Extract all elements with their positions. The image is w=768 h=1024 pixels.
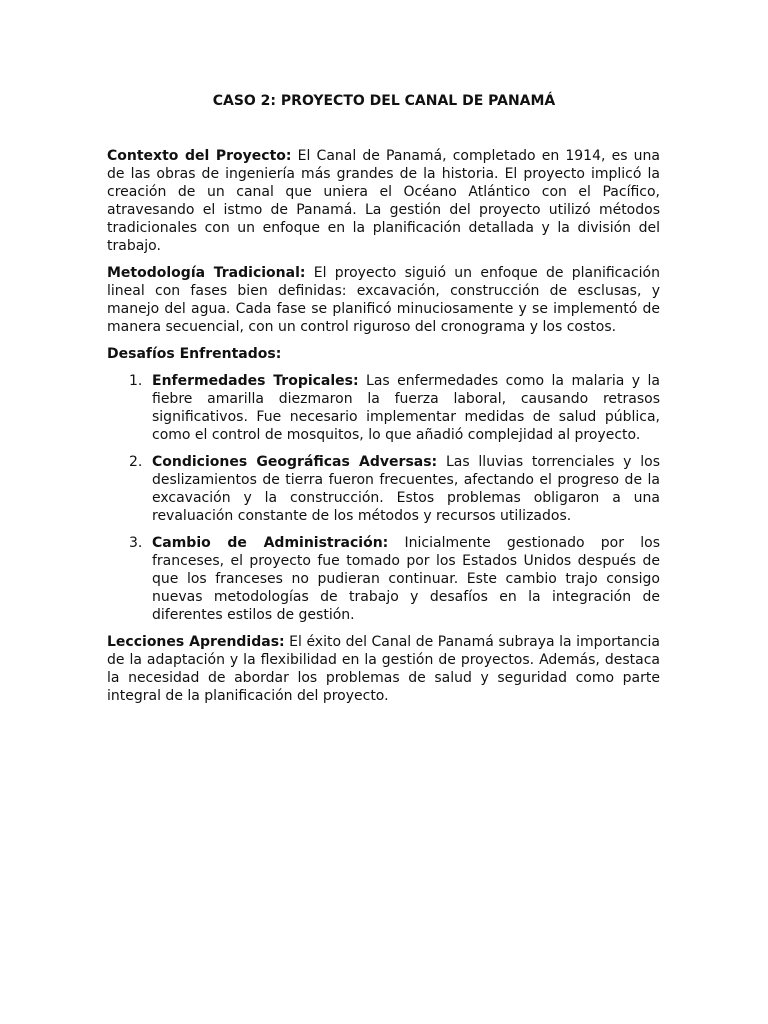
list-item [107, 534, 660, 624]
challenges-list [107, 372, 660, 624]
list-item-label: Enfermedades Tropicales: [152, 373, 359, 389]
list-item-text: Inicialmente gestionado por los franceses, el proyecto fue tomado por los Estados Unidos después de que los franceses no pudieran continuar. Este cambio trajo consigo nuevas metodologías de trabajo y desafíos en la integración de diferentes estilos de gestión. [152, 535, 660, 623]
list-item-text: Las lluvias torrenciales y los deslizamientos de tierra fueron frecuentes, afectando el progreso de la excavación y la construcción. Estos problemas obligaron a una revaluación constante de los métodos y recursos utilizados. [152, 454, 660, 524]
list-item-text: Las enfermedades como la malaria y la fiebre amarilla diezmaron la fuerza laboral, causando retrasos significativos. Fue necesario implementar medidas de salud pública, como el control de mosquitos, lo que añadió complejidad al proyecto. [152, 373, 660, 443]
list-item [107, 372, 660, 444]
document-body [107, 147, 660, 714]
challenges-heading: Desafíos Enfrentados: [107, 346, 282, 362]
list-item-label: Condiciones Geográficas Adversas: [152, 454, 438, 470]
methodology-paragraph [107, 264, 660, 336]
context-text: El Canal de Panamá, completado en 1914, es una de las obras de ingeniería más grandes de la historia. El proyecto implicó la creación de un canal que uniera el Océano Atlántico con el Pacífico, atravesando el istmo de Panamá. La gestión del proyecto utilizó métodos tradicionales con un enfoque en la planificación detallada y la división del trabajo. [107, 148, 660, 254]
lessons-text: El éxito del Canal de Panamá subraya la importancia de la adaptación y la flexibilidad en la gestión de proyectos. Además, destaca la necesidad de abordar los problemas de salud y seguridad como parte integral de la planificación del proyecto. [107, 634, 660, 704]
lessons-paragraph [107, 633, 660, 705]
list-item-number: 2. [129, 454, 143, 470]
list-item-number: 3. [129, 535, 143, 551]
context-paragraph [107, 147, 660, 255]
document-title: CASO 2: PROYECTO DEL CANAL DE PANAMÁ [212, 93, 556, 109]
list-item [107, 453, 660, 525]
list-item-number: 1. [129, 373, 143, 389]
context-label: Contexto del Proyecto: [107, 148, 292, 164]
methodology-text: El proyecto siguió un enfoque de planificación lineal con fases bien definidas: excavación, construcción de esclusas, y manejo del agua. Cada fase se planificó minuciosamente y se implementó de manera secuencial, con un control riguroso del cronograma y los costos. [107, 265, 660, 335]
methodology-label: Metodología Tradicional: [107, 265, 306, 281]
list-item-label: Cambio de Administración: [152, 535, 389, 551]
lessons-label: Lecciones Aprendidas: [107, 634, 285, 650]
